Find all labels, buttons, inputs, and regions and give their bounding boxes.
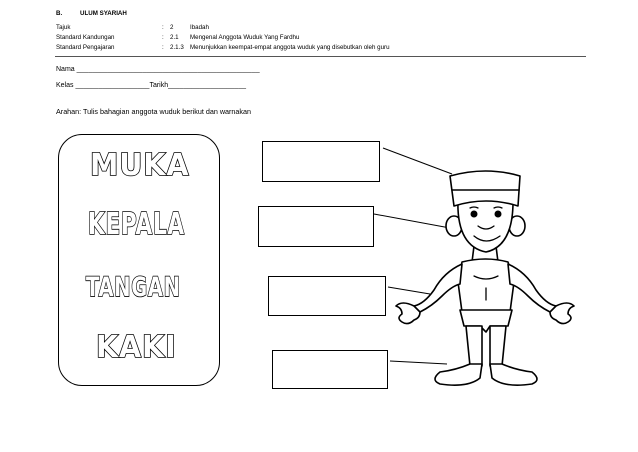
- kelas-field[interactable]: ___________________: [75, 82, 150, 89]
- header-row-kandungan-text: Mengenal Anggota Wuduk Yang Fardhu: [190, 34, 300, 41]
- right-arm: [508, 264, 560, 312]
- word-tangan: TANGAN: [86, 272, 181, 303]
- header-row-kandungan-colon: :: [162, 34, 164, 41]
- header-row-pengajaran-label: Standard Pengajaran: [56, 44, 115, 51]
- pointer-line-4: [390, 361, 447, 364]
- right-foot: [490, 364, 537, 385]
- tarikh-field[interactable]: ____________________: [168, 82, 246, 89]
- word-kepala: KEPALA: [88, 207, 185, 242]
- head: [458, 198, 513, 252]
- left-leg: [466, 326, 482, 366]
- instruction-text: Arahan: Tulis bahagian anggota wuduk berikut dan warnakan: [56, 107, 251, 116]
- header-row-kandungan-label: Standard Kandungan: [56, 34, 115, 41]
- nama-label: Nama: [56, 66, 75, 73]
- kelas-label: Kelas: [56, 82, 74, 89]
- header-row-tajuk-label: Tajuk: [56, 24, 71, 31]
- header-row-pengajaran-colon: :: [162, 44, 164, 51]
- header-row-pengajaran-text: Menunjukkan keempat-empat anggota wuduk yang disebutkan oleh guru: [190, 44, 390, 51]
- torso: [458, 259, 514, 312]
- section-code: B.: [56, 10, 63, 17]
- header-row-kandungan-code: 2.1: [170, 34, 179, 41]
- pointer-line-3: [388, 287, 430, 294]
- left-foot: [435, 364, 482, 385]
- left-arm: [410, 264, 462, 312]
- header-row-pengajaran-code: 2.1.3: [170, 44, 184, 51]
- header-row-tajuk-code: 2: [170, 24, 174, 31]
- header-row-tajuk-colon: :: [162, 24, 164, 31]
- header-row-tajuk-text: Ibadah: [190, 24, 209, 31]
- right-leg: [490, 326, 506, 366]
- word-kaki: KAKI: [96, 330, 177, 365]
- pointer-line-1: [383, 148, 452, 174]
- tarikh-label: Tarikh: [149, 82, 169, 89]
- section-title: ULUM SYARIAH: [80, 10, 127, 17]
- nama-field[interactable]: _______________________________________________: [76, 66, 260, 73]
- word-muka: MUKA: [90, 148, 190, 183]
- pointer-line-2: [374, 214, 450, 228]
- cap: [450, 171, 520, 206]
